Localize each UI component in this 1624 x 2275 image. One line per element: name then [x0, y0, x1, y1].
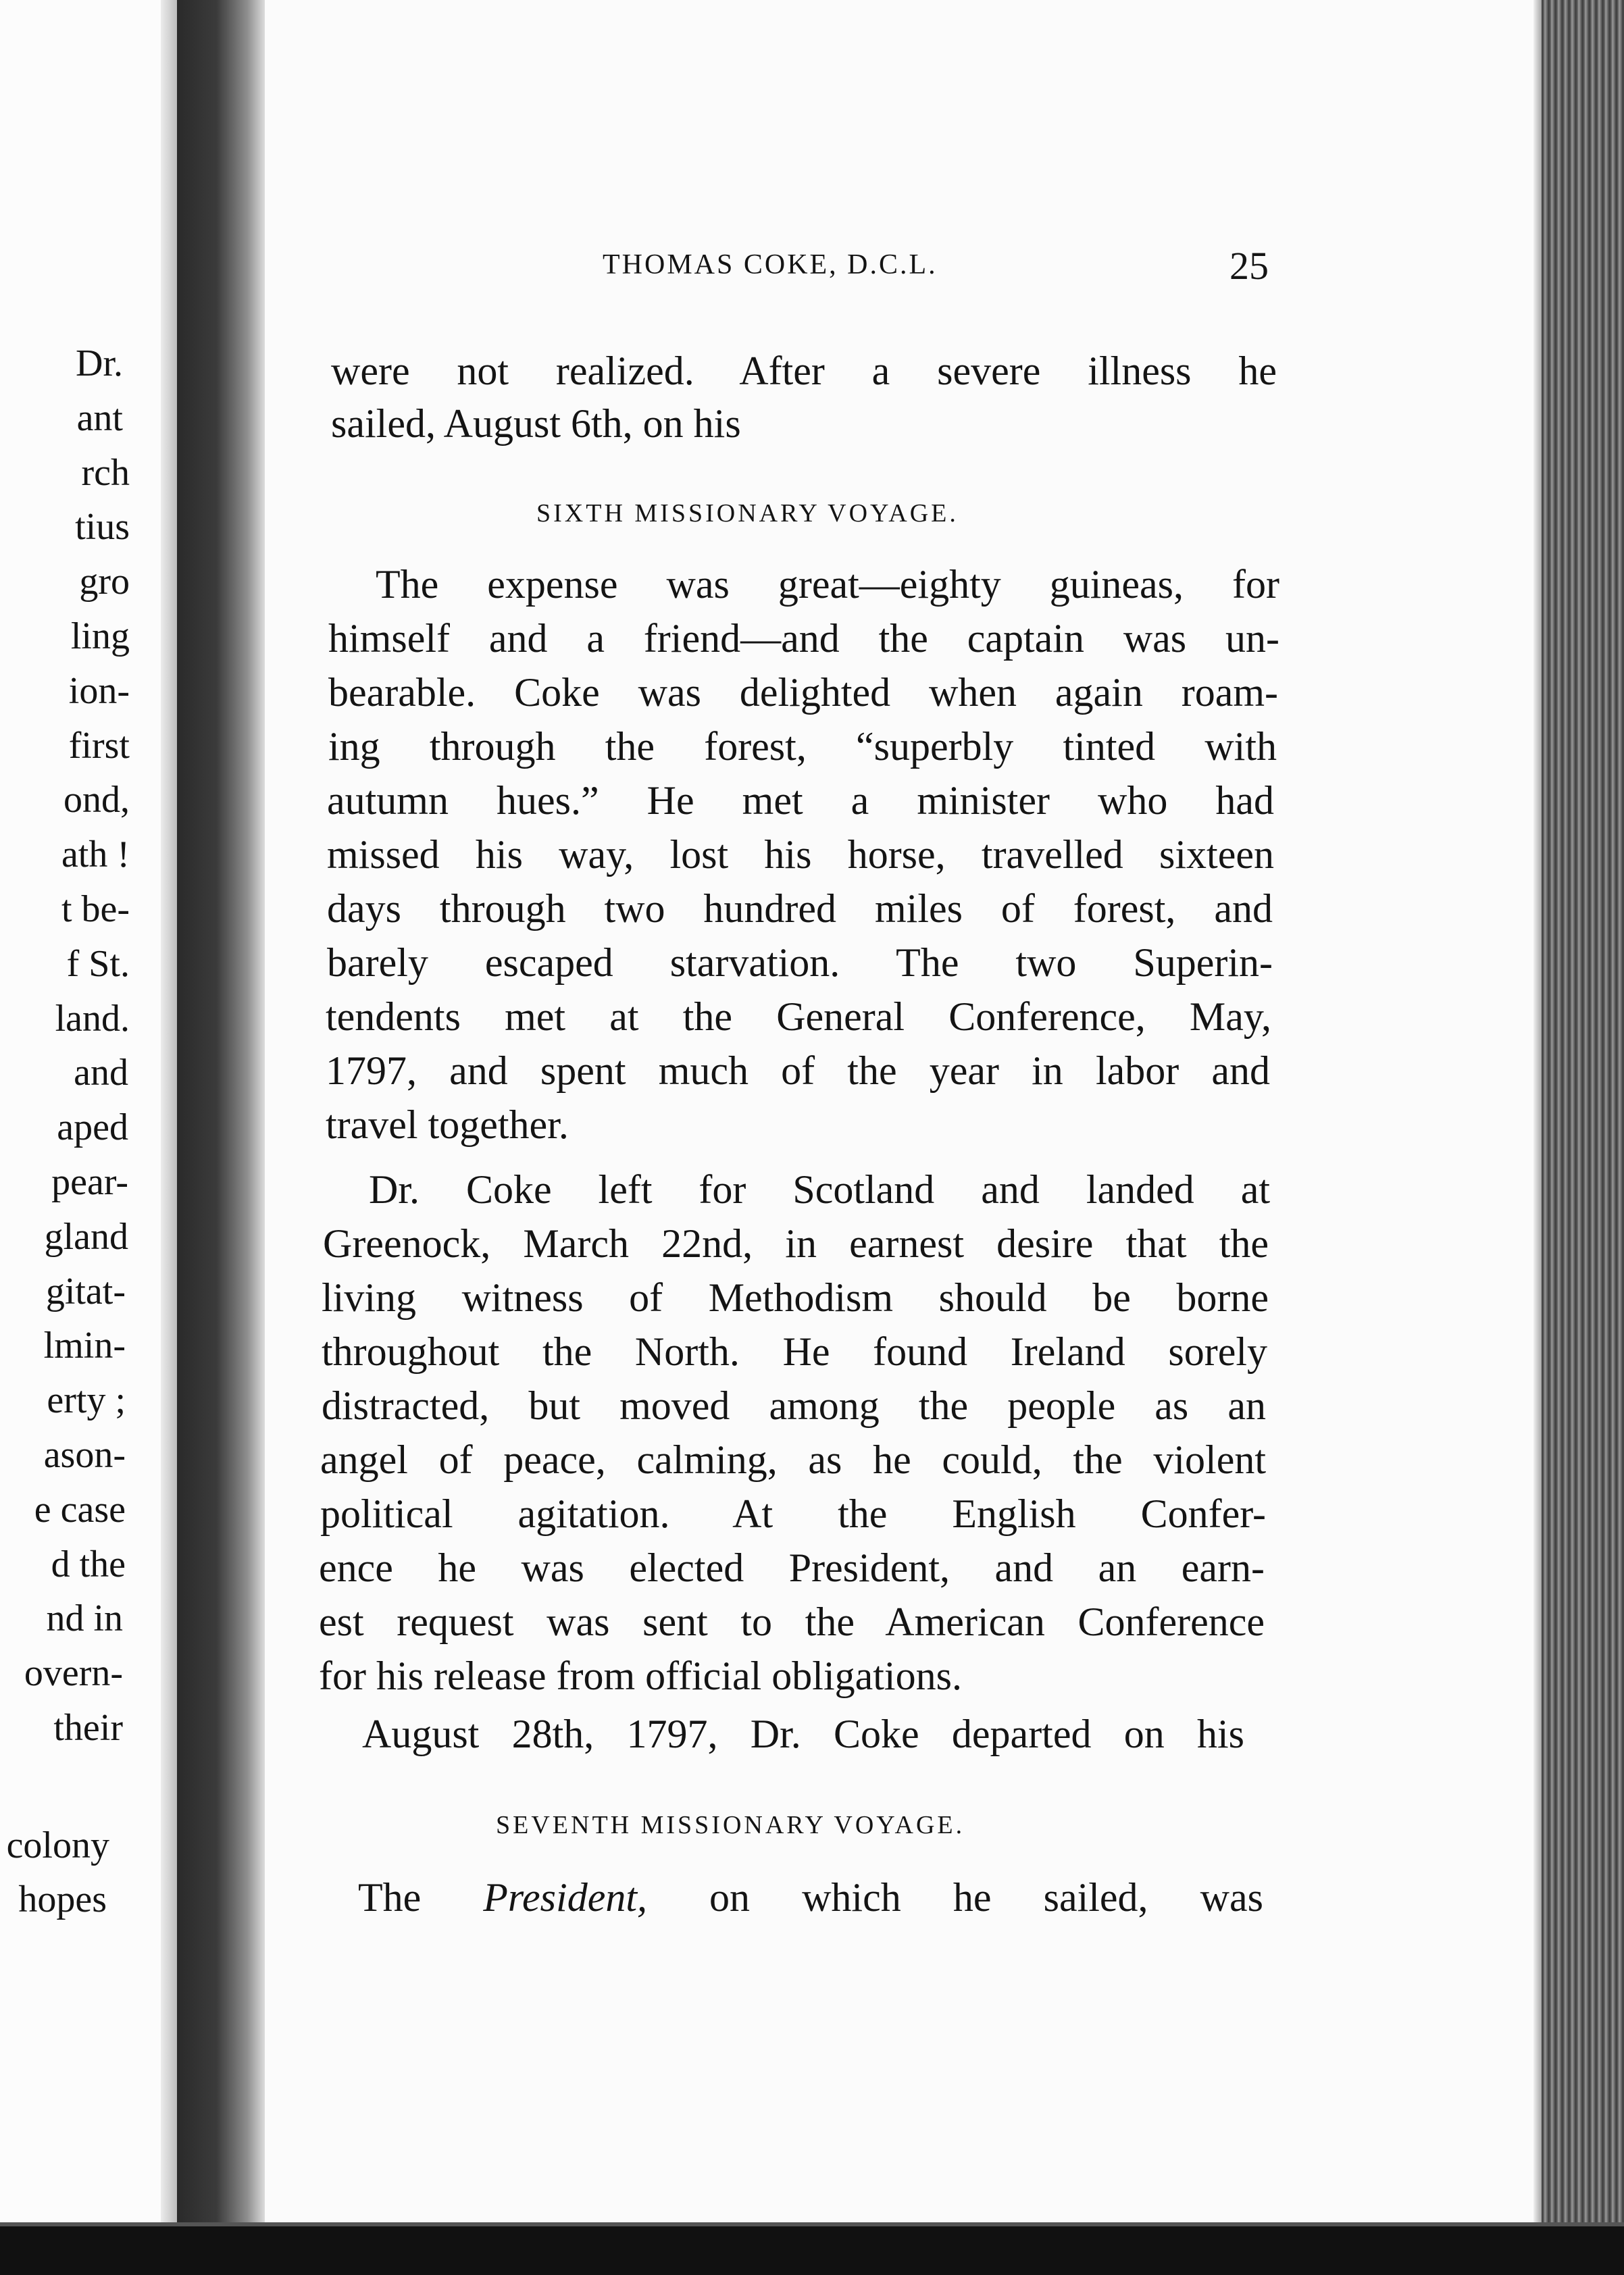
body-line: for his release from official obligations. [319, 1654, 962, 1698]
left-page-edge-shade [161, 0, 177, 2222]
body-line: sailed, August 6th, on his [331, 401, 741, 446]
left-page-fragment: tius [75, 506, 130, 548]
left-page-fragment: t be- [61, 888, 130, 930]
body-line: bearable. Coke was delighted when again roam- [328, 670, 1278, 715]
section-heading: SIXTH MISSIONARY VOYAGE. [536, 499, 959, 528]
body-line-final [358, 1875, 1263, 1920]
left-page-fragment: rch [81, 451, 130, 494]
body-line: The expense was great—eighty guineas, for [376, 562, 1279, 607]
left-page-fragment: e case [34, 1488, 126, 1531]
left-page-fragment: gro [79, 561, 130, 603]
body-line: Dr. Coke left for Scotland and landed at [369, 1167, 1270, 1212]
left-page-fragment: ion- [68, 669, 130, 712]
body-line: Greenock, March 22nd, in earnest desire that the [323, 1221, 1269, 1266]
body-line: ence he was elected President, and an earn- [319, 1545, 1265, 1590]
body-line: missed his way, lost his horse, travelled sixteen [327, 832, 1274, 877]
left-page-fragment: d the [51, 1543, 126, 1585]
left-page-fragment: erty ; [47, 1379, 126, 1422]
left-page-fragment: gitat- [45, 1270, 126, 1312]
left-page-fragment: ling [70, 615, 130, 657]
ship-name: President, [483, 1875, 647, 1920]
left-page-fragment: their [53, 1707, 123, 1749]
binding-gutter-shadow [177, 0, 265, 2229]
left-page-fragment: ant [76, 397, 123, 439]
body-line: travel together. [326, 1102, 569, 1147]
left-page-fragment: hopes [18, 1878, 107, 1921]
section-heading: SEVENTH MISSIONARY VOYAGE. [496, 1811, 965, 1839]
body-line: tendents met at the General Conference, May, [326, 994, 1271, 1039]
body-line: ing through the forest, “superbly tinted with [328, 724, 1277, 769]
final-line-end: on which he sailed, was [709, 1875, 1263, 1920]
body-line: days through two hundred miles of forest, and [327, 886, 1273, 931]
body-line: autumn hues.” He met a minister who had [327, 778, 1274, 823]
body-line: 1797, and spent much of the year in labor and [326, 1048, 1270, 1093]
body-line: himself and a friend—and the captain was un- [328, 616, 1279, 661]
body-line: barely escaped starvation. The two Superin- [327, 940, 1273, 985]
page-block-edge [1542, 0, 1624, 2229]
final-line-end-wrap [709, 1875, 1263, 1920]
body-line: throughout the North. He found Ireland sorely [322, 1329, 1267, 1374]
left-page-fragment: ond, [64, 779, 130, 821]
left-page-fragment: overn- [24, 1652, 123, 1695]
body-line: political agitation. At the English Confer- [320, 1491, 1266, 1536]
body-line: angel of peace, calming, as he could, the violent [320, 1437, 1266, 1482]
page-number: 25 [1229, 244, 1269, 288]
scanner-bottom-edge [0, 2222, 1624, 2226]
left-page-fragment: ath ! [61, 834, 130, 876]
running-head-title: THOMAS COKE, D.C.L. [603, 249, 938, 280]
left-page-fragment: Dr. [76, 342, 123, 384]
left-facing-page [0, 0, 177, 2222]
left-page-fragment: f St. [66, 942, 130, 985]
left-page-fragment: lmin- [43, 1325, 126, 1367]
left-page-fragment: gland [44, 1215, 128, 1258]
body-line: living witness of Methodism should be borne [322, 1275, 1269, 1320]
body-line: August 28th, 1797, Dr. Coke departed on his [362, 1712, 1244, 1756]
left-page-fragment: first [68, 724, 130, 767]
left-page-fragment: nd in [46, 1597, 123, 1640]
left-page-fragment: and [74, 1052, 128, 1094]
scanner-bottom-border [0, 2222, 1624, 2275]
left-page-fragment: colony [6, 1824, 109, 1866]
left-page-fragment: aped [57, 1106, 128, 1149]
body-line: were not realized. After a severe illness he [331, 349, 1277, 393]
left-page-fragment: ason- [43, 1434, 126, 1476]
left-page-fragment: land. [55, 997, 130, 1040]
body-line: distracted, but moved among the people as an [322, 1383, 1266, 1428]
final-line-start: The [358, 1875, 422, 1920]
left-page-fragment: pear- [51, 1161, 128, 1203]
body-line: est request was sent to the American Conference [319, 1600, 1265, 1644]
